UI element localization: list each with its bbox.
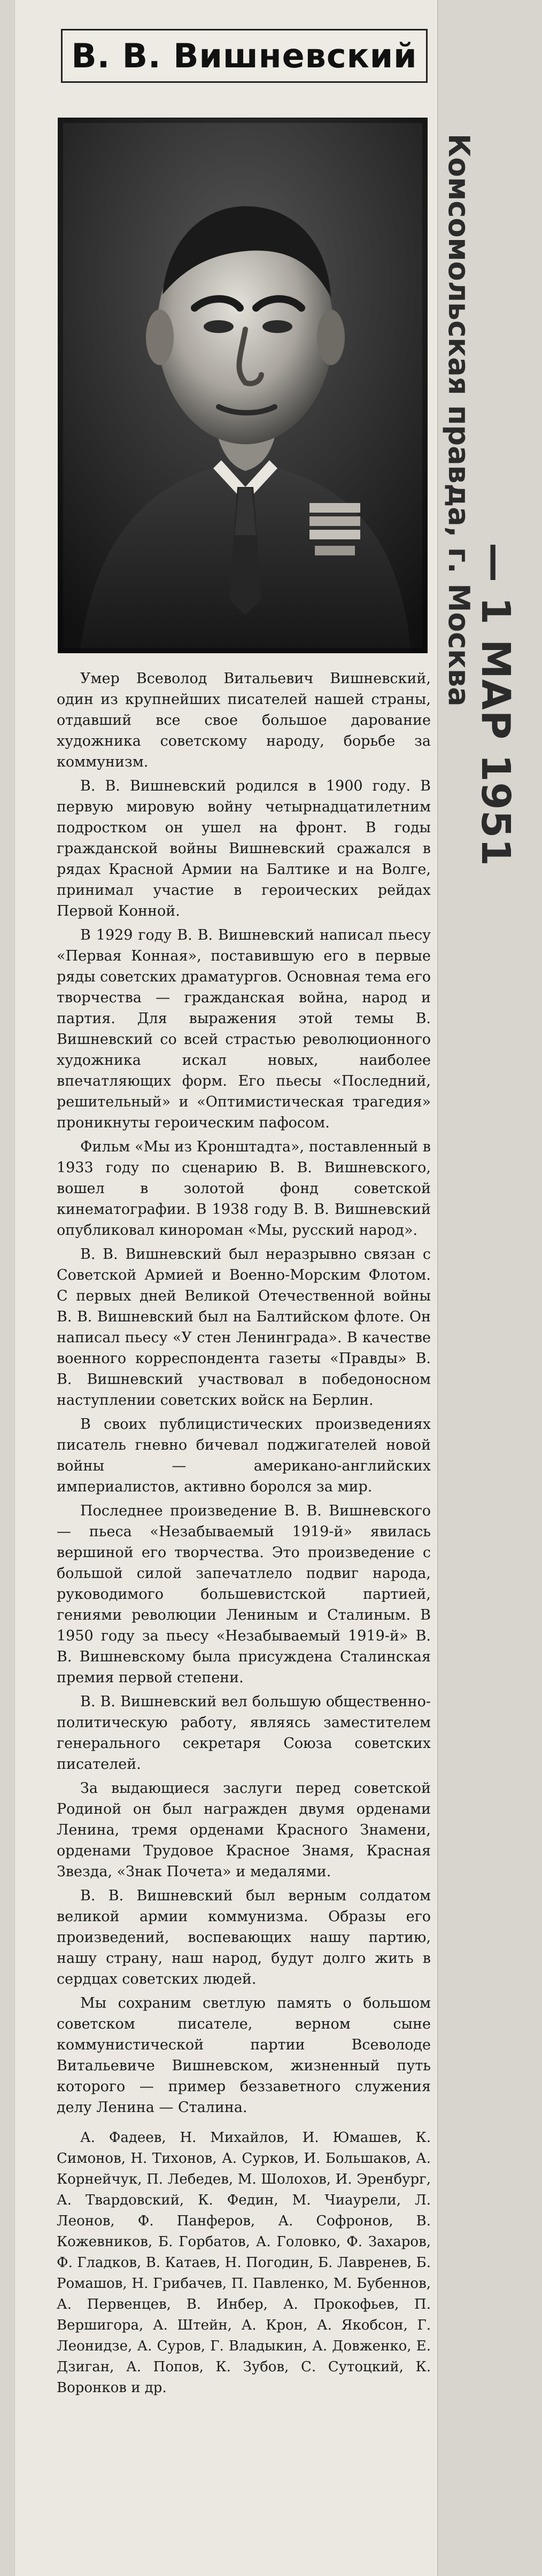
headline-box	[61, 29, 428, 83]
newspaper-stamp	[438, 0, 540, 867]
portrait-photo	[58, 118, 428, 653]
stamp-date: — 1 МАР 1951	[473, 543, 518, 867]
newspaper-clipping	[15, 0, 437, 2576]
paragraph-2: В. В. Вишневский родился в 1900 году. В первую мировую войну четырнадцатилетним подростком он ушел на фронт. В годы гражданской войны Вишневский сражался в рядах Красной Армии на Балтике и на Волге, принимал участие в героических рейдах Первой Конной.	[57, 778, 431, 919]
paragraph-8: В. В. Вишневский вел большую общественно-политическую работу, являясь заместителем генерального секретаря Союза советских писателей.	[57, 1693, 431, 1773]
stamp-newspaper-name: Комсомольская правда, г. Москва	[442, 134, 476, 707]
portrait-illustration	[58, 118, 427, 653]
paragraph-4: Фильм «Мы из Кронштадта», поставленный в 1933 году по сценарию В. В. Вишневского, вошел в золотой фонд советской кинематографии. В 1938 году В. В. Вишневский опубликовал кинороман «Мы, русский народ».	[57, 1139, 431, 1239]
paragraph-7: Последнее произведение В. В. Вишневского — пьеса «Незабываемый 1919-й» явилась вершиной его творчества. Это произведение с большой силой запечатлело подвиг народа, руководимого большевистской партией, гениями революции Лениным и Сталиным. В 1950 году за пьесу «Незабываемый 1919-й» В. В. Вишневскому была присуждена Сталинская премия первой степени.	[57, 1503, 431, 1686]
paragraph-3: В 1929 году В. В. Вишневский написал пьесу «Первая Конная», поставившую его в первые ряды советских драматургов. Основная тема его творчества — гражданская война, народ и партия. Для выражения этой темы В. Вишневский со всей страстью революционного художника искал новых, наиболее впечатляющих форм. Его пьесы «Последний, решительный» и «Оптимистическая трагедия» проникнуты героическим пафосом.	[57, 927, 431, 1131]
paragraph-11: Мы сохраним светлую память о большом советском писателе, верном сыне коммунистической партии Всеволоде Витальевиче Вишневском, жизненный путь которого — пример беззаветного служения делу Ленина — Сталина.	[57, 1995, 431, 2116]
article-body	[57, 668, 431, 2399]
paragraph-10: В. В. Вишневский был верным солдатом великой армии коммунизма. Образы его произведений, воспевающих нашу партию, нашу страну, наш народ, будут долго жить в сердцах советских людей.	[57, 1887, 431, 1987]
headline: В. В. Вишневский	[71, 36, 417, 75]
paragraph-6: В своих публицистических произведениях писатель гневно бичевал поджигателей новой войны — американо-английских империалистов, активно боролся за мир.	[57, 1416, 431, 1495]
signatories-list: А. Фадеев, Н. Михайлов, И. Юмашев, К. Симонов, Н. Тихонов, А. Сурков, И. Большаков, А. Корнейчук, П. Лебедев, М. Шолохов, И. Эренбург, А. Твардовский, К. Федин, М. Чиаурели, Л. Леонов, Ф. Панферов, А. Софронов, В. Кожевников, Б. Горбатов, А. Головко, Ф. Захаров, Ф. Гладков, В. Катаев, Н. Погодин, Б. Лавренев, Б. Ромашов, Н. Грибачев, П. Павленко, М. Бубеннов, А. Первенцев, В. Инбер, А. Прокофьев, П. Вершигора, А. Штейн, А. Крон, А. Якобсон, Г. Леонидзе, А. Суров, Г. Владыкин, А. Довженко, Е. Дзиган, А. Попов, К. Зубов, С. Сутоцкий, К. Воронков и др.	[57, 2130, 431, 2396]
paragraph-5: В. В. Вишневский был неразрывно связан с Советской Армией и Военно-Морским Флотом. С первых дней Великой Отечественной войны В. В. Вишневский был на Балтийском флоте. Он написал пьесу «У стен Ленинграда». В качестве военного корреспондента газеты «Правды» В. В. Вишневский участвовал в победоносном наступлении советских войск на Берлин.	[57, 1246, 431, 1409]
paragraph-9: За выдающиеся заслуги перед советской Родиной он был награжден двумя орденами Ленина, тремя орденами Красного Знамени, орденами Трудовое Красное Знамя, Красная Звезда, «Знак Почета» и медалями.	[57, 1780, 431, 1880]
paragraph-1: Умер Всеволод Витальевич Вишневский, один из крупнейших писателей нашей страны, отдавший все свое большое дарование художника советскому народу, борьбе за коммунизм.	[57, 670, 431, 770]
